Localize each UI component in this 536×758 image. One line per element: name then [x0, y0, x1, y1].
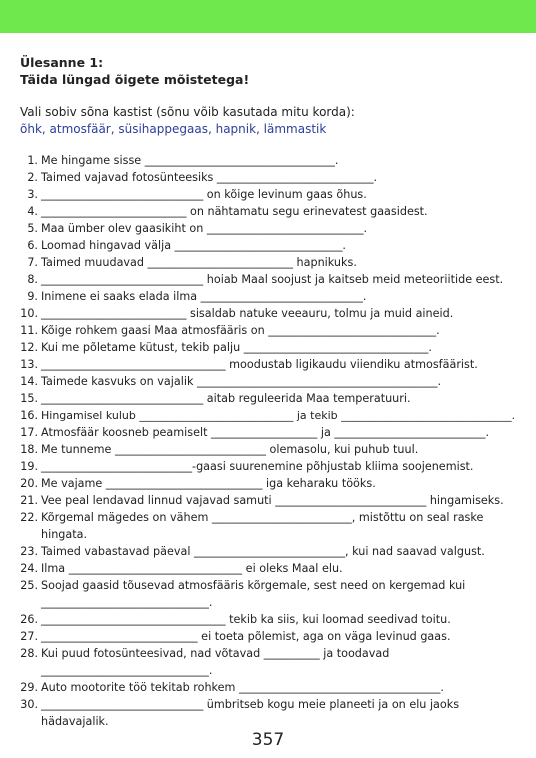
- item-text: Kõige rohkem gaasi Maa atmosfääris on ______________________________.: [41, 324, 440, 337]
- item-number: 2.: [27, 171, 38, 184]
- item-number: 9.: [27, 290, 38, 303]
- instruction-text: Vali sobiv sõna kastist (sõnu võib kasutada mitu korda):: [20, 105, 355, 119]
- list-item: [0, 254, 536, 271]
- item-text: Vee peal lendavad linnud vajavad samuti ___________________________ hingamiseks.: [41, 494, 504, 507]
- item-number: 18.: [20, 443, 38, 456]
- item-number: 3.: [27, 188, 38, 201]
- list-item: [0, 203, 536, 220]
- list-item: [0, 509, 536, 543]
- item-number: 21.: [20, 494, 38, 507]
- list-item: [0, 611, 536, 628]
- list-item: [0, 305, 536, 322]
- item-number: 17.: [20, 426, 38, 439]
- item-text: _________________________________ moodustab ligikaudu viiendiku atmosfäärist.: [41, 358, 478, 371]
- item-text: Kõrgemal mägedes on vähem _________________________, mistõttu on seal raske hingata.: [41, 511, 487, 541]
- item-number: 7.: [27, 256, 38, 269]
- item-text: Me hingame sisse __________________________________.: [41, 154, 339, 167]
- item-number: 12.: [20, 341, 38, 354]
- list-item: [0, 475, 536, 492]
- list-item: [0, 169, 536, 186]
- item-number: 28.: [20, 647, 38, 660]
- list-item: [0, 543, 536, 560]
- item-number: 29.: [20, 681, 38, 694]
- list-item: [0, 288, 536, 305]
- list-item: [0, 152, 536, 169]
- item-text: Hingamisel kulub ____________________________ ja tekib _______________________________.: [41, 409, 516, 422]
- item-number: 16.: [20, 409, 38, 422]
- list-item: [0, 407, 536, 424]
- item-text: Atmosfäär koosneb peamiselt ___________________ ja ___________________________.: [41, 426, 490, 439]
- item-text: _____________________________ ümbritseb kogu meie planeeti ja on elu jaoks hädavajalik.: [41, 698, 463, 728]
- list-item: [0, 577, 536, 611]
- item-text: Me vajame ____________________________ iga keharaku tööks.: [41, 477, 376, 490]
- list-item: [0, 560, 536, 577]
- item-text: Ilma _______________________________ ei oleks Maal elu.: [41, 562, 343, 575]
- list-item: [0, 186, 536, 203]
- item-text: Taimed vajavad fotosünteesiks ____________________________.: [41, 171, 378, 184]
- item-text: ___________________________-gaasi suurenemine põhjustab kliima soojenemist.: [41, 460, 474, 473]
- item-text: Taimed muudavad __________________________ hapnikuks.: [41, 256, 357, 269]
- list-item: [0, 356, 536, 373]
- item-number: 5.: [27, 222, 38, 235]
- item-number: 25.: [20, 579, 38, 592]
- word-bank: õhk, atmosfäär, süsihappegaas, hapnik, lämmastik: [20, 122, 327, 136]
- item-text: __________________________ on nähtamatu segu erinevatest gaasidest.: [41, 205, 428, 218]
- item-text: Kui puud fotosünteesivad, nad võtavad __________ ja toodavad ______________________________.: [41, 647, 393, 677]
- list-item: [0, 237, 536, 254]
- list-item: [0, 220, 536, 237]
- item-text: _________________________________ tekib ka siis, kui loomad seedivad toitu.: [41, 613, 451, 626]
- item-number: 6.: [27, 239, 38, 252]
- item-number: 10.: [20, 307, 38, 320]
- item-number: 15.: [20, 392, 38, 405]
- item-text: Soojad gaasid tõusevad atmosfääris kõrgemale, sest need on kergemad kui ______________________________.: [41, 579, 469, 609]
- item-text: Maa ümber olev gaasikiht on ____________________________.: [41, 222, 368, 235]
- item-number: 1.: [27, 154, 38, 167]
- list-item: [0, 458, 536, 475]
- item-number: 23.: [20, 545, 38, 558]
- item-number: 22.: [20, 511, 38, 524]
- item-number: 13.: [20, 358, 38, 371]
- item-number: 8.: [27, 273, 38, 286]
- exercise-list: [0, 152, 536, 730]
- item-text: _____________________________ on kõige levinum gaas õhus.: [41, 188, 367, 201]
- item-text: Inimene ei saaks elada ilma _____________________________.: [41, 290, 367, 303]
- list-item: [0, 390, 536, 407]
- item-number: 26.: [20, 613, 38, 626]
- item-text: __________________________ sisaldab natuke veeauru, tolmu ja muid aineid.: [41, 307, 454, 320]
- header-bar: [0, 0, 536, 33]
- item-text: Taimed vabastavad päeval ___________________________, kui nad saavad valgust.: [41, 545, 485, 558]
- exercise-subtitle: Täida lüngad õigete mõistetega!: [20, 72, 250, 87]
- item-text: ____________________________ ei toeta põlemist, aga on väga levinud gaas.: [41, 630, 451, 643]
- list-item: [0, 322, 536, 339]
- item-text: _____________________________ hoiab Maal soojust ja kaitseb meid meteoriitide eest.: [41, 273, 504, 286]
- item-text: Kui me põletame kütust, tekib palju _________________________________.: [41, 341, 432, 354]
- list-item: [0, 679, 536, 696]
- list-item: [0, 424, 536, 441]
- item-text: _____________________________ aitab reguleerida Maa temperatuuri.: [41, 392, 411, 405]
- item-text: Auto mootorite töö tekitab rohkem ____________________________________.: [41, 681, 444, 694]
- exercise-title: Ülesanne 1:: [20, 55, 104, 70]
- item-number: 19.: [20, 460, 38, 473]
- item-number: 27.: [20, 630, 38, 643]
- list-item: [0, 645, 536, 679]
- list-item: [0, 271, 536, 288]
- item-text: Me tunneme ___________________________ olemasolu, kui puhub tuul.: [41, 443, 419, 456]
- item-number: 14.: [20, 375, 38, 388]
- list-item: [0, 373, 536, 390]
- item-number: 4.: [27, 205, 38, 218]
- item-number: 20.: [20, 477, 38, 490]
- list-item: [0, 628, 536, 645]
- item-number: 24.: [20, 562, 38, 575]
- item-number: 11.: [20, 324, 38, 337]
- item-text: Loomad hingavad välja ______________________________.: [41, 239, 346, 252]
- list-item: [0, 492, 536, 509]
- list-item: [0, 339, 536, 356]
- list-item: [0, 441, 536, 458]
- list-item: [0, 696, 536, 730]
- item-number: 30.: [20, 698, 38, 711]
- item-text: Taimede kasvuks on vajalik ___________________________________________.: [41, 375, 442, 388]
- page-number: 357: [251, 730, 285, 750]
